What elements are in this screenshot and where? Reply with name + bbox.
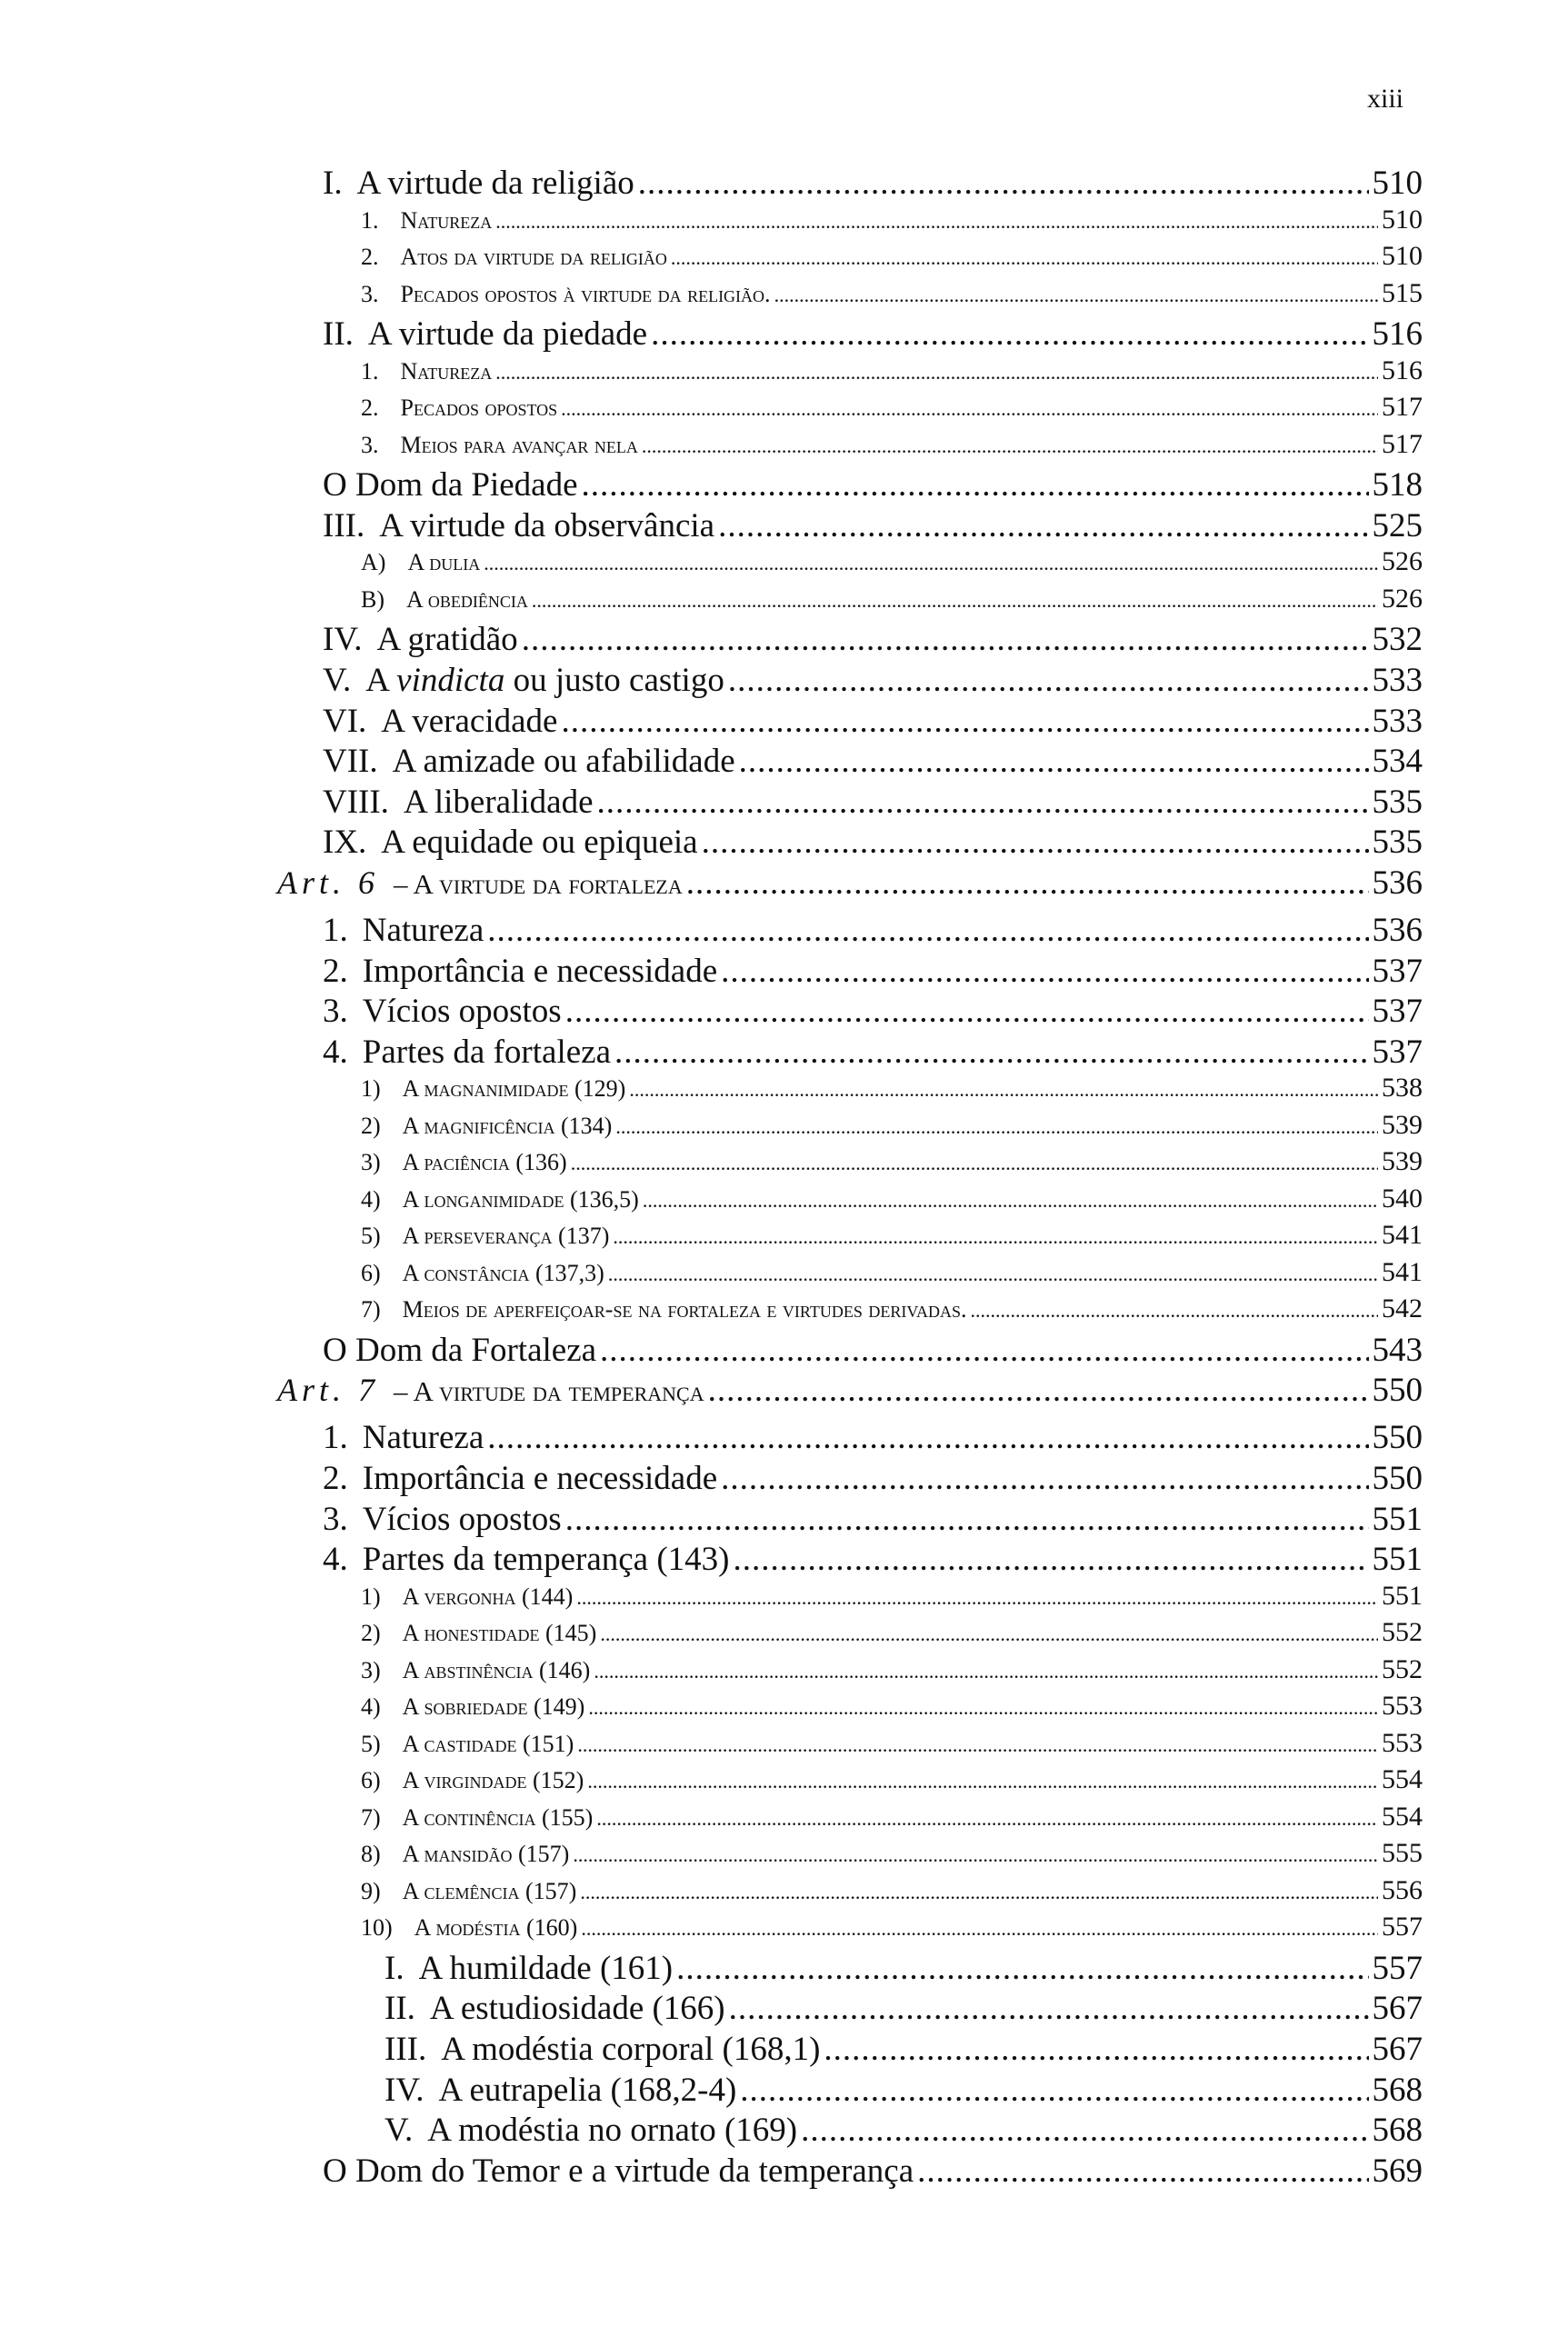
toc-entry-number: II. — [323, 315, 354, 354]
dot-leader — [629, 1075, 1378, 1103]
toc-entry-title: Pecados opostos — [400, 394, 558, 422]
toc-entry-number: 4. — [323, 1541, 348, 1579]
dot-leader — [740, 2071, 1368, 2110]
toc-entry-page: 510 — [1382, 204, 1423, 235]
toc-entry-title: Partes da temperança (143) — [362, 1541, 730, 1579]
toc-entry-page: 540 — [1382, 1183, 1423, 1213]
toc-entry-title: A modéstia (160) — [414, 1914, 578, 1942]
toc-entry-number: IV. — [323, 621, 363, 659]
dot-leader — [718, 506, 1368, 545]
toc-entry-title: A eutrapelia (168,2-4) — [438, 2071, 737, 2109]
toc-entry — [277, 1459, 1423, 1500]
toc-entry — [277, 1949, 1423, 1990]
toc-entry-page: 552 — [1382, 1617, 1423, 1648]
toc-entry — [277, 1371, 1423, 1418]
toc-entry-page: 525 — [1372, 506, 1423, 544]
toc-entry-page: 551 — [1372, 1500, 1423, 1538]
toc-entry — [277, 1912, 1423, 1949]
dot-leader — [608, 1260, 1378, 1287]
dot-leader — [596, 1804, 1378, 1832]
toc-entry-title: A abstinência (146) — [402, 1656, 591, 1683]
dot-leader — [801, 2111, 1368, 2150]
dot-leader — [643, 1186, 1378, 1213]
toc-entry-number: 1. — [361, 357, 379, 385]
dot-leader — [561, 702, 1368, 741]
toc-entry-number: VIII. — [323, 783, 389, 821]
dot-leader — [588, 1693, 1378, 1721]
toc-entry-number: 7) — [361, 1296, 381, 1323]
toc-entry-title-text: – A virtude da temperança — [394, 1375, 704, 1408]
toc-entry — [277, 1418, 1423, 1459]
dot-leader — [581, 1914, 1378, 1942]
dot-leader — [573, 1841, 1378, 1868]
dot-leader — [487, 911, 1368, 950]
toc-entry-page: 510 — [1382, 241, 1423, 272]
toc-entry-page: 535 — [1372, 824, 1423, 862]
toc-entry — [277, 1220, 1423, 1257]
toc-entry-number: 4. — [323, 1033, 348, 1071]
toc-entry-title: Pecados opostos à virtude da religião. — [400, 280, 771, 307]
toc-entry-page: 557 — [1372, 1949, 1423, 1987]
dot-leader — [721, 1459, 1368, 1498]
toc-entry — [277, 2030, 1423, 2071]
dot-leader — [702, 823, 1369, 862]
page-number: xiii — [1367, 84, 1404, 114]
dot-leader — [484, 549, 1378, 576]
toc-entry-number: 3. — [361, 280, 379, 307]
toc-entry-number: IX. — [323, 824, 367, 862]
toc-entry-page: 536 — [1372, 864, 1423, 902]
toc-entry-page: 533 — [1372, 661, 1423, 699]
toc-entry — [277, 2111, 1423, 2152]
dot-leader — [495, 358, 1378, 385]
toc-entry-number: V. — [323, 661, 352, 699]
toc-entry — [277, 1802, 1423, 1839]
dot-leader — [580, 1878, 1378, 1905]
toc-entry — [277, 1146, 1423, 1183]
toc-entry-number: 1. — [323, 1419, 348, 1457]
dot-leader — [708, 1371, 1369, 1410]
dot-leader — [774, 281, 1378, 308]
toc-entry — [277, 661, 1423, 702]
toc-entry-title — [365, 661, 724, 700]
toc-entry — [277, 1257, 1423, 1294]
dot-leader — [600, 1620, 1378, 1647]
toc-entry-title: A vergonha (144) — [402, 1583, 574, 1610]
toc-entry-title: A modéstia no ornato (169) — [427, 2112, 798, 2150]
toc-entry-page: 551 — [1372, 1541, 1423, 1579]
dot-leader — [532, 586, 1378, 614]
toc-entry-title — [394, 864, 683, 903]
toc-entry — [277, 1331, 1423, 1372]
dot-leader — [561, 394, 1378, 422]
toc-entry-page: 516 — [1372, 315, 1423, 354]
table-of-contents — [277, 164, 1423, 2192]
toc-entry-page: 569 — [1372, 2152, 1423, 2190]
toc-entry — [277, 1183, 1423, 1221]
toc-entry-title: A veracidade — [381, 702, 558, 740]
dot-leader — [582, 465, 1369, 504]
toc-entry-title: Natureza — [400, 357, 493, 385]
toc-entry-title: A liberalidade — [403, 783, 594, 821]
toc-entry-page: 516 — [1382, 355, 1423, 385]
toc-entry-number: A) — [361, 549, 386, 576]
toc-entry-page: 539 — [1382, 1109, 1423, 1140]
toc-entry — [277, 315, 1423, 355]
dot-leader — [597, 783, 1369, 822]
toc-entry-title: A castidade (151) — [402, 1730, 574, 1757]
toc-entry — [277, 1500, 1423, 1541]
toc-entry-page: 537 — [1372, 1033, 1423, 1071]
dot-leader — [739, 742, 1369, 781]
toc-entry-number: I. — [323, 165, 343, 202]
toc-entry — [277, 465, 1423, 506]
toc-entry-page: 537 — [1372, 952, 1423, 990]
toc-entry — [277, 1073, 1423, 1110]
dot-leader — [638, 164, 1369, 203]
toc-entry-title: A dulia — [407, 549, 481, 576]
toc-entry-title: A paciência (136) — [402, 1149, 567, 1176]
toc-entry-title: A constância (137,3) — [402, 1259, 604, 1286]
toc-entry — [277, 429, 1423, 466]
toc-entry — [277, 546, 1423, 584]
toc-entry-page: 556 — [1382, 1874, 1423, 1905]
toc-entry-title: A estudiosidade (166) — [429, 1990, 725, 2028]
toc-entry-title: Partes da fortaleza — [362, 1033, 611, 1071]
toc-entry-title: O Dom da Fortaleza — [323, 1331, 597, 1369]
toc-entry-number: Art. 6 — [277, 864, 380, 901]
toc-entry-title: O Dom do Temor e a virtude da temperança — [323, 2152, 914, 2190]
toc-entry — [277, 2152, 1423, 2192]
dot-leader — [576, 1583, 1378, 1611]
toc-entry-page: 535 — [1372, 783, 1423, 821]
toc-entry-page: 526 — [1382, 546, 1423, 577]
dot-leader — [577, 1731, 1378, 1758]
dot-leader — [917, 2152, 1368, 2191]
dot-leader — [613, 1223, 1378, 1250]
toc-entry-page: 532 — [1372, 621, 1423, 659]
dot-leader — [565, 1500, 1369, 1539]
toc-entry-title: A equidade ou epiqueia — [381, 824, 698, 862]
toc-entry-number: 3) — [361, 1656, 381, 1683]
toc-entry — [277, 702, 1423, 743]
toc-entry-number: 3. — [323, 993, 348, 1031]
dot-leader — [587, 1767, 1378, 1794]
toc-entry-title: Natureza — [400, 206, 493, 234]
dot-leader — [642, 432, 1378, 459]
dot-leader — [733, 1540, 1368, 1579]
toc-entry-number: 8) — [361, 1841, 381, 1868]
toc-entry-number: 2. — [361, 394, 379, 422]
toc-entry-title: A amizade ou afabilidade — [392, 743, 735, 781]
toc-entry — [277, 864, 1423, 911]
dot-leader — [671, 244, 1378, 271]
toc-entry-title: A clemência (157) — [402, 1877, 577, 1904]
dot-leader — [971, 1296, 1378, 1323]
dot-leader — [676, 1949, 1368, 1988]
toc-entry-page: 555 — [1382, 1838, 1423, 1869]
toc-entry-title: A magnificência (134) — [402, 1112, 613, 1139]
toc-entry — [277, 1581, 1423, 1618]
dot-leader — [522, 620, 1369, 659]
toc-entry-title-italic: vindicta — [396, 661, 505, 699]
toc-entry-title: Natureza — [362, 911, 484, 949]
toc-entry-number: 10) — [361, 1914, 393, 1942]
toc-entry — [277, 1654, 1423, 1692]
toc-entry — [277, 952, 1423, 993]
toc-entry-number: 2. — [323, 1460, 348, 1497]
toc-entry-number: 2. — [323, 952, 348, 990]
toc-entry-number: 3) — [361, 1149, 381, 1176]
toc-entry-number: VI. — [323, 702, 367, 740]
toc-entry-title: Importância e necessidade — [362, 952, 718, 990]
toc-entry-page: 539 — [1382, 1146, 1423, 1177]
toc-entry-title: Natureza — [362, 1419, 484, 1457]
toc-entry-title: A perseverança (137) — [402, 1223, 610, 1250]
toc-entry-page: 543 — [1372, 1331, 1423, 1369]
toc-entry — [277, 355, 1423, 393]
toc-entry-number: 6) — [361, 1767, 381, 1794]
toc-entry-page: 518 — [1372, 466, 1423, 504]
toc-entry-page: 537 — [1372, 993, 1423, 1031]
dot-leader — [487, 1418, 1368, 1457]
toc-entry-title: A modéstia corporal (168,1) — [441, 2030, 821, 2068]
toc-entry — [277, 241, 1423, 278]
toc-entry-title: Meios para avançar nela — [400, 431, 638, 458]
toc-entry-number: 1) — [361, 1583, 381, 1610]
toc-entry-page: 550 — [1372, 1419, 1423, 1457]
toc-entry-title: Importância e necessidade — [362, 1460, 718, 1497]
toc-entry-title: Atos da virtude da religião — [400, 244, 667, 271]
toc-entry-number: II. — [385, 1990, 415, 2028]
toc-entry-page: 553 — [1382, 1691, 1423, 1722]
dot-leader — [729, 1989, 1369, 2028]
toc-entry-number: 4) — [361, 1693, 381, 1721]
toc-entry-page: 517 — [1382, 428, 1423, 459]
dot-leader — [600, 1331, 1368, 1370]
toc-entry-title: A honestidade (145) — [402, 1620, 597, 1647]
toc-entry-number: B) — [361, 585, 385, 613]
toc-entry-page: 567 — [1372, 2030, 1423, 2068]
toc-entry-page: 554 — [1382, 1801, 1423, 1832]
toc-entry-page: 568 — [1372, 2112, 1423, 2150]
toc-entry-page: 510 — [1372, 165, 1423, 202]
toc-entry-title-text: – A virtude da fortaleza — [394, 867, 683, 900]
toc-entry — [277, 1875, 1423, 1913]
toc-entry-title: A mansidão (157) — [402, 1841, 570, 1868]
toc-entry-title: Vícios opostos — [362, 1500, 562, 1538]
toc-entry-title: A virtude da religião — [356, 165, 634, 202]
toc-entry-number: 2) — [361, 1620, 381, 1647]
toc-entry-page: 550 — [1372, 1460, 1423, 1497]
toc-entry-title — [394, 1371, 704, 1410]
toc-entry — [277, 992, 1423, 1033]
toc-entry-page: 552 — [1382, 1653, 1423, 1684]
toc-entry — [277, 1617, 1423, 1654]
dot-leader — [565, 992, 1369, 1031]
toc-entry — [277, 911, 1423, 952]
toc-entry-number: IV. — [385, 2071, 424, 2109]
toc-entry — [277, 620, 1423, 661]
toc-entry-number: 7) — [361, 1803, 381, 1831]
toc-entry — [277, 1691, 1423, 1728]
toc-entry-number: 2. — [361, 244, 379, 271]
dot-leader — [728, 661, 1369, 700]
toc-entry-title: O Dom da Piedade — [323, 466, 578, 504]
toc-entry-title: A sobriedade (149) — [402, 1693, 585, 1721]
toc-entry — [277, 584, 1423, 621]
toc-entry-number: III. — [385, 2030, 427, 2068]
toc-entry — [277, 2071, 1423, 2112]
toc-entry — [277, 1989, 1423, 2030]
toc-entry-page: 553 — [1382, 1727, 1423, 1758]
toc-entry-number: III. — [323, 506, 365, 544]
toc-entry-page: 515 — [1382, 277, 1423, 308]
dot-leader — [686, 864, 1369, 903]
toc-entry-number: 3. — [361, 431, 379, 458]
toc-entry — [277, 823, 1423, 864]
toc-entry-title: A virgindade (152) — [402, 1767, 584, 1794]
toc-entry — [277, 164, 1423, 205]
toc-entry — [277, 1293, 1423, 1331]
toc-entry-page: 538 — [1382, 1073, 1423, 1104]
toc-entry — [277, 1033, 1423, 1074]
toc-entry-title-post: ou justo castigo — [504, 661, 724, 699]
toc-entry-page: 557 — [1382, 1912, 1423, 1942]
toc-entry — [277, 1110, 1423, 1147]
toc-entry-number: V. — [385, 2112, 414, 2150]
toc-entry-title-pre: A — [365, 661, 397, 699]
toc-entry-title: Meios de aperfeiçoar-se na fortaleza e virtudes derivadas. — [402, 1296, 967, 1323]
dot-leader — [824, 2030, 1368, 2069]
toc-entry-number: 4) — [361, 1185, 381, 1213]
toc-entry-title: A virtude da piedade — [367, 315, 648, 354]
toc-entry-title: A humildade (161) — [418, 1949, 674, 1987]
toc-entry — [277, 506, 1423, 547]
toc-entry-title: A longanimidade (136,5) — [402, 1185, 639, 1213]
toc-entry-page: 542 — [1382, 1293, 1423, 1324]
toc-entry-number: I. — [385, 1949, 404, 1987]
toc-entry — [277, 783, 1423, 824]
toc-entry-title: A obediência — [406, 585, 528, 613]
toc-entry-page: 541 — [1382, 1220, 1423, 1251]
toc-entry — [277, 742, 1423, 783]
toc-entry — [277, 278, 1423, 315]
toc-entry-number: 3. — [323, 1500, 348, 1538]
toc-entry-number: VII. — [323, 743, 378, 781]
dot-leader — [495, 207, 1378, 235]
toc-entry-page: 534 — [1372, 743, 1423, 781]
toc-entry — [277, 1540, 1423, 1581]
toc-entry-page: 541 — [1382, 1256, 1423, 1287]
toc-entry-page: 526 — [1382, 583, 1423, 614]
toc-entry-number: 2) — [361, 1112, 381, 1139]
toc-entry-page: 550 — [1372, 1372, 1423, 1410]
toc-entry-number: 1) — [361, 1075, 381, 1103]
toc-entry-number: 5) — [361, 1730, 381, 1757]
toc-entry-title: A virtude da observância — [379, 506, 715, 544]
toc-entry-title: A magnanimidade (129) — [402, 1075, 626, 1103]
dot-leader — [594, 1657, 1378, 1684]
toc-entry-title: Vícios opostos — [362, 993, 562, 1031]
dot-leader — [571, 1149, 1378, 1176]
dot-leader — [721, 952, 1368, 991]
toc-entry-page: 536 — [1372, 911, 1423, 949]
toc-entry — [277, 1838, 1423, 1875]
dot-leader — [614, 1033, 1369, 1072]
toc-entry-title: A continência (155) — [402, 1803, 594, 1831]
toc-entry-number: 1. — [323, 911, 348, 949]
toc-entry-page: 551 — [1382, 1580, 1423, 1611]
toc-entry-page: 517 — [1382, 392, 1423, 423]
toc-entry-number: 1. — [361, 206, 379, 234]
toc-entry-page: 567 — [1372, 1990, 1423, 2028]
toc-entry-number: Art. 7 — [277, 1372, 380, 1409]
toc-entry — [277, 205, 1423, 242]
toc-entry-number: 5) — [361, 1223, 381, 1250]
dot-leader — [651, 315, 1368, 354]
toc-entry-title: A gratidão — [376, 621, 518, 659]
toc-entry-number: 9) — [361, 1877, 381, 1904]
toc-entry-page: 533 — [1372, 702, 1423, 740]
dot-leader — [615, 1113, 1378, 1140]
toc-entry-page: 554 — [1382, 1764, 1423, 1795]
toc-entry — [277, 392, 1423, 429]
toc-entry-number: 6) — [361, 1259, 381, 1286]
toc-entry-page: 568 — [1372, 2071, 1423, 2109]
toc-entry — [277, 1728, 1423, 1765]
toc-entry — [277, 1764, 1423, 1802]
